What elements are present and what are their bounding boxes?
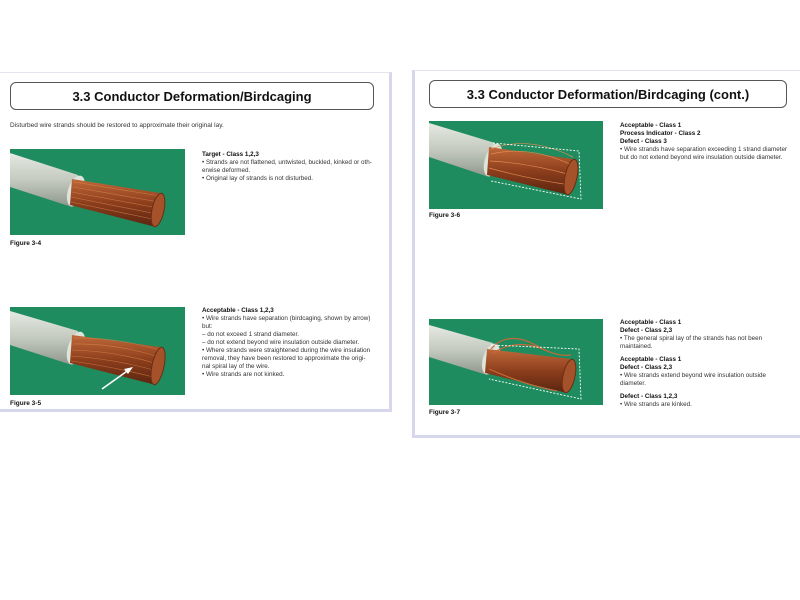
criteria-line: • The general spiral lay of the strands has not been: [620, 335, 763, 342]
criteria-line: • Strands are not flattened, untwisted, buckled, kinked or oth-: [202, 159, 372, 166]
criteria-line: • Original lay of strands is not disturbed.: [202, 175, 314, 182]
criteria-line: • Wire strands are kinked.: [620, 401, 692, 408]
criteria-line: erwise deformed.: [202, 167, 251, 174]
acceptable-class-heading: Acceptable - Class 1: [620, 122, 682, 129]
figure-3-4-description: [202, 151, 382, 183]
criteria-block-kinked: [620, 393, 796, 409]
figure-3-6-description: [620, 122, 796, 162]
defect-class-heading: Defect - Class 2,3: [620, 364, 673, 371]
figure-3-5-label: Figure 3-5: [10, 400, 42, 407]
figure-3-7-label: Figure 3-7: [429, 409, 461, 416]
criteria-line: • Wire strands are not kinked.: [202, 371, 285, 378]
figure-3-6-label: Figure 3-6: [429, 212, 461, 219]
figure-3-7-image: [429, 319, 603, 405]
criteria-subline: – do not extend beyond wire insulation outside diameter.: [202, 339, 360, 346]
wire-illustration-excess-separation: [429, 121, 603, 209]
defect-class-heading: Defect - Class 2,3: [620, 327, 673, 334]
criteria-line: • Where strands were straightened during the wire insulation: [202, 347, 371, 354]
target-class-heading: Target - Class 1,2,3: [202, 151, 259, 158]
figure-3-4-image: [10, 149, 185, 235]
figure-3-5-description: [202, 307, 382, 379]
right-page: [412, 70, 800, 438]
figure-3-4-label: Figure 3-4: [10, 240, 42, 247]
criteria-subline: – do not exceed 1 strand diameter.: [202, 331, 299, 338]
left-page: [0, 72, 392, 412]
criteria-line: diameter.: [620, 380, 646, 387]
wire-illustration-birdcaged: [429, 319, 603, 405]
criteria-line: but:: [202, 323, 213, 330]
acceptable-class-heading: Acceptable - Class 1: [620, 319, 682, 326]
criteria-block-extend: [620, 356, 796, 388]
criteria-line: • Wire strands have separation (birdcaging, shown by arrow): [202, 315, 371, 322]
criteria-line: • Wire strands extend beyond wire insulation outside: [620, 372, 767, 379]
acceptable-class-heading: Acceptable - Class 1: [620, 356, 682, 363]
criteria-line: • Wire strands have separation exceeding 1 strand diameter: [620, 146, 788, 153]
criteria-line: maintained.: [620, 343, 653, 350]
right-page-title: 3.3 Conductor Deformation/Birdcaging (cont.): [429, 80, 787, 108]
criteria-line: but do not extend beyond wire insulation outside diameter.: [620, 154, 783, 161]
wire-illustration-separation: [10, 307, 185, 395]
wire-illustration-target: [10, 149, 185, 235]
process-indicator-heading: Process Indicator - Class 2: [620, 130, 701, 137]
figure-3-6-image: [429, 121, 603, 209]
acceptable-class-heading: Acceptable - Class 1,2,3: [202, 307, 274, 314]
figure-3-7-description: [620, 319, 796, 414]
criteria-line: nal spiral lay of the wire.: [202, 363, 270, 370]
defect-class-heading: Defect - Class 1,2,3: [620, 393, 678, 400]
figure-3-5-image: [10, 307, 185, 395]
left-page-title: 3.3 Conductor Deformation/Birdcaging: [10, 82, 374, 110]
left-page-intro: Disturbed wire strands should be restored to approximate their original lay.: [10, 122, 224, 129]
criteria-block-spiral-lay: [620, 319, 796, 351]
criteria-line: removal, they have been restored to approximate the origi-: [202, 355, 366, 362]
defect-class-heading: Defect - Class 3: [620, 138, 667, 145]
